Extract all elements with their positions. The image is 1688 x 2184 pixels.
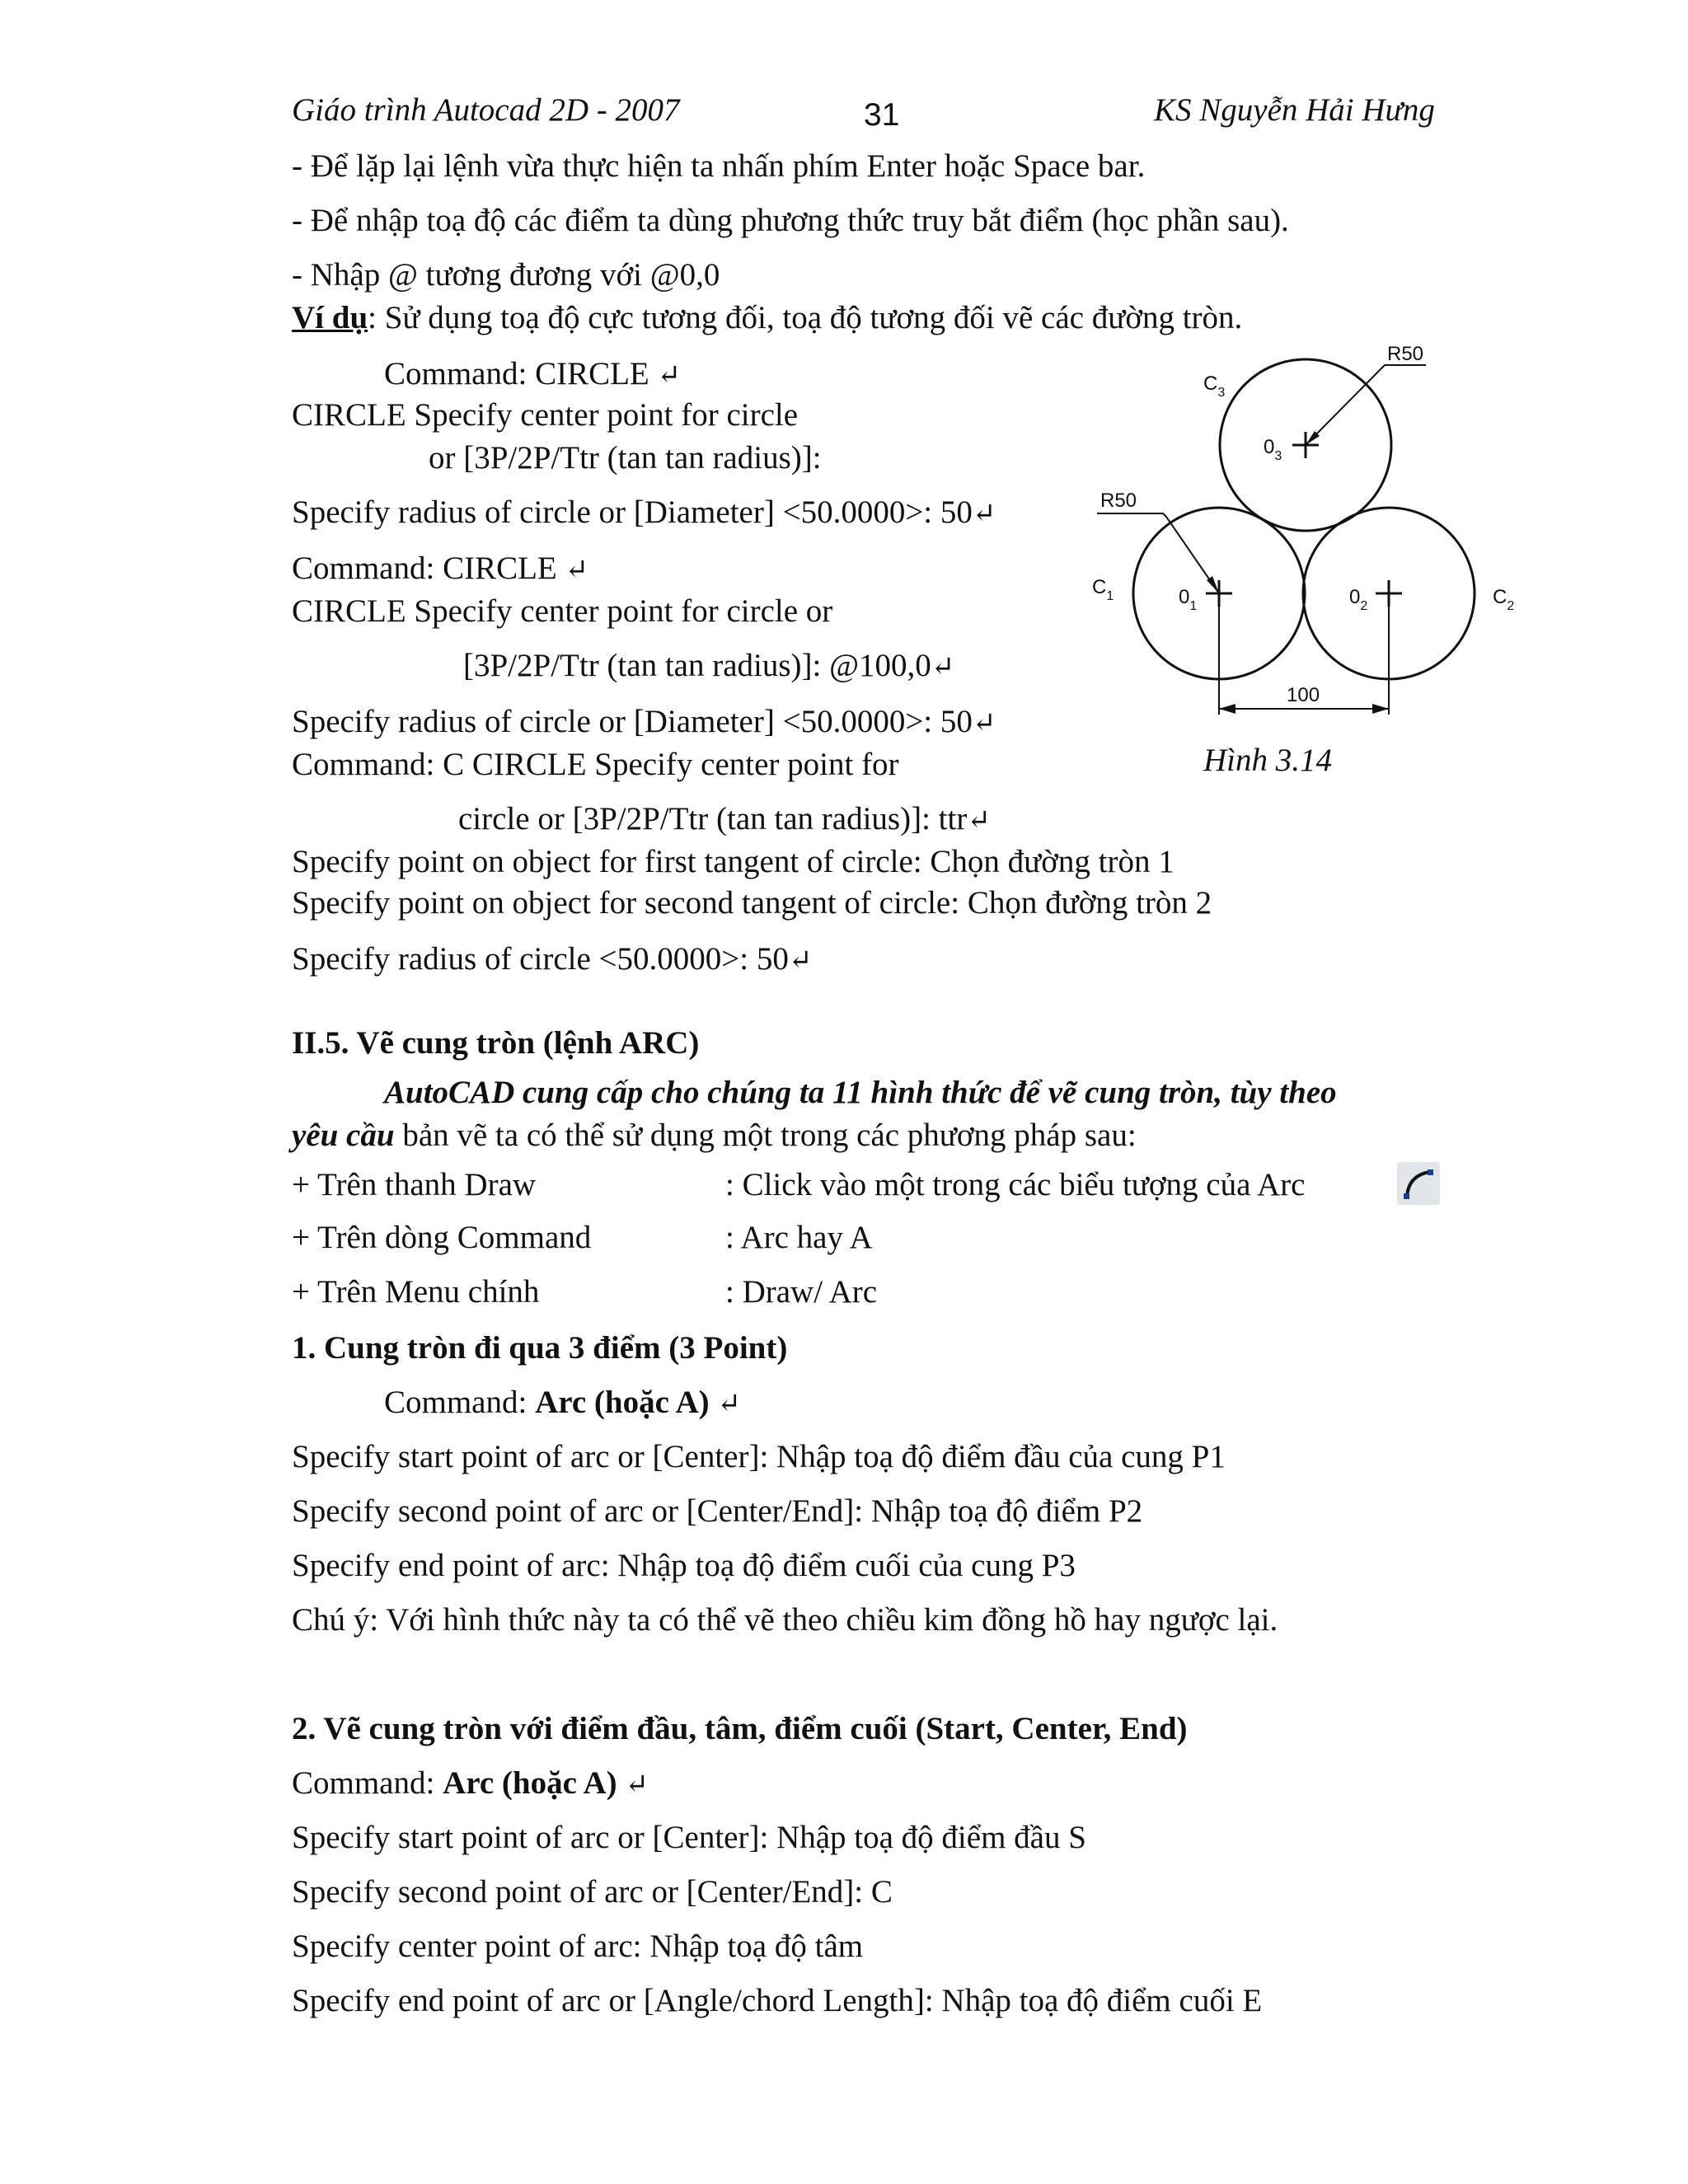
command-line-6: CIRCLE Specify center point for circle or: [292, 593, 833, 629]
dim-arrow-left: [1219, 704, 1236, 714]
method-row-3: [292, 1272, 1446, 1312]
enter-symbol: ↵: [931, 652, 955, 682]
command-line-4: Specify radius of circle or [Diameter] <50.0000>: 50↵: [292, 494, 996, 530]
section-intro-2: yêu cầu bản vẽ ta có thể sử dụng một trong các phương pháp sau:: [292, 1118, 1137, 1153]
command-line-5: Command: CIRCLE ↵: [292, 551, 588, 586]
example-label: Ví dụ: [292, 300, 368, 335]
method-right: : Draw/ Arc: [725, 1274, 878, 1310]
sub2-title: 2. Vẽ cung tròn với điểm đầu, tâm, điểm cuối (Start, Center, End): [292, 1711, 1188, 1746]
leader-r50-left: [1097, 513, 1219, 593]
label-dim-100: 100: [1287, 684, 1320, 706]
enter-symbol: ↵: [657, 360, 681, 391]
sub1-line-2: Specify second point of arc or [Center/End]: Nhập toạ độ điểm P2: [292, 1493, 1143, 1529]
label-o1: $0_1$: [1179, 586, 1198, 613]
example-line: [292, 298, 1242, 338]
sub2-line-3: Specify center point of arc: Nhập toạ độ tâm: [292, 1929, 864, 1964]
sub2-line-4: Specify end point of arc or [Angle/chord Length]: Nhập toạ độ điểm cuối E: [292, 1983, 1263, 2018]
label-c2: $C_2$: [1493, 586, 1515, 613]
label-o2: $0_2$: [1349, 586, 1368, 613]
circles-figure: [1084, 334, 1529, 738]
enter-symbol: ↵: [967, 805, 991, 836]
sub1-title: 1. Cung tròn đi qua 3 điểm (3 Point): [292, 1330, 788, 1366]
sub2-line-1: Specify start point of arc or [Center]: Nhập toạ độ điểm đầu S: [292, 1820, 1086, 1855]
sub1-line-3: Specify end point of arc: Nhập toạ độ điểm cuối của cung P3: [292, 1548, 1076, 1583]
method-right: : Click vào một trong các biểu tượng của Arc: [725, 1167, 1306, 1202]
method-row-1: [292, 1165, 1446, 1205]
intro-line-1: - Để lặp lại lệnh vừa thực hiện ta nhấn phím Enter hoặc Space bar.: [292, 148, 1146, 184]
enter-symbol: ↵: [565, 555, 588, 585]
method-left: + Trên Menu chính: [292, 1274, 540, 1310]
section-title: II.5. Vẽ cung tròn (lệnh ARC): [292, 1025, 700, 1061]
command-line-11: Specify point on object for first tangent of circle: Chọn đường tròn 1: [292, 844, 1175, 879]
method-row-2: [292, 1218, 1446, 1258]
sub1-line-1: Specify start point of arc or [Center]: Nhập toạ độ điểm đầu của cung P1: [292, 1439, 1226, 1474]
command-line-7: [3P/2P/Ttr (tan tan radius)]: @100,0↵: [463, 648, 955, 683]
enter-symbol: ↵: [972, 708, 996, 738]
header-author: KS Nguyễn Hải Hưng: [1154, 92, 1435, 128]
command-line-9: Command: C CIRCLE Specify center point for: [292, 747, 899, 782]
method-right: : Arc hay A: [725, 1220, 873, 1255]
label-c1: $C_1$: [1092, 576, 1114, 603]
command-line-1: Command: CIRCLE ↵: [384, 356, 681, 391]
sub2-line-2: Specify second point of arc or [Center/End]: C: [292, 1874, 893, 1910]
sub2-command: Command: Arc (hoặc A) ↵: [292, 1765, 649, 1801]
method-left: + Trên dòng Command: [292, 1220, 592, 1255]
figure-caption: Hình 3.14: [1203, 743, 1332, 778]
header-title: Giáo trình Autocad 2D - 2007: [292, 92, 680, 128]
section-intro-1: AutoCAD cung cấp cho chúng ta 11 hình thức để vẽ cung tròn, tùy theo: [384, 1075, 1337, 1110]
example-text: : Sử dụng toạ độ cực tương đối, toạ độ tương đối vẽ các đường tròn.: [368, 300, 1243, 335]
sub1-note: Chú ý: Với hình thức này ta có thể vẽ theo chiều kim đồng hồ hay ngược lại.: [292, 1602, 1278, 1638]
label-r50-top: R50: [1387, 343, 1424, 365]
leader-r50-top: [1306, 365, 1426, 445]
command-line-12: Specify point on object for second tangent of circle: Chọn đường tròn 2: [292, 885, 1212, 921]
enter-symbol: ↵: [972, 499, 996, 529]
enter-symbol: ↵: [717, 1389, 741, 1419]
label-r50-left: R50: [1100, 490, 1137, 512]
command-line-3: or [3P/2P/Ttr (tan tan radius)]:: [429, 440, 822, 476]
command-line-13: Specify radius of circle <50.0000>: 50↵: [292, 941, 813, 977]
arc-icon: [1397, 1162, 1440, 1205]
enter-symbol: ↵: [625, 1769, 649, 1800]
sub1-command: Command: Arc (hoặc A) ↵: [384, 1385, 741, 1420]
method-left: + Trên thanh Draw: [292, 1167, 537, 1202]
command-line-10: circle or [3P/2P/Ttr (tan tan radius)]: ttr↵: [458, 801, 991, 837]
enter-symbol: ↵: [788, 945, 813, 976]
label-o3: $0_3$: [1264, 436, 1282, 463]
label-c3: $C_3$: [1203, 373, 1226, 400]
dim-arrow-right: [1372, 704, 1389, 714]
page-number: 31: [864, 97, 900, 133]
intro-line-3: - Nhập @ tương đương với @0,0: [292, 257, 720, 293]
intro-line-2: - Để nhập toạ độ các điểm ta dùng phương thức truy bắt điểm (học phần sau).: [292, 203, 1289, 238]
command-line-2: CIRCLE Specify center point for circle: [292, 397, 799, 433]
command-line-8: Specify radius of circle or [Diameter] <50.0000>: 50↵: [292, 704, 996, 739]
